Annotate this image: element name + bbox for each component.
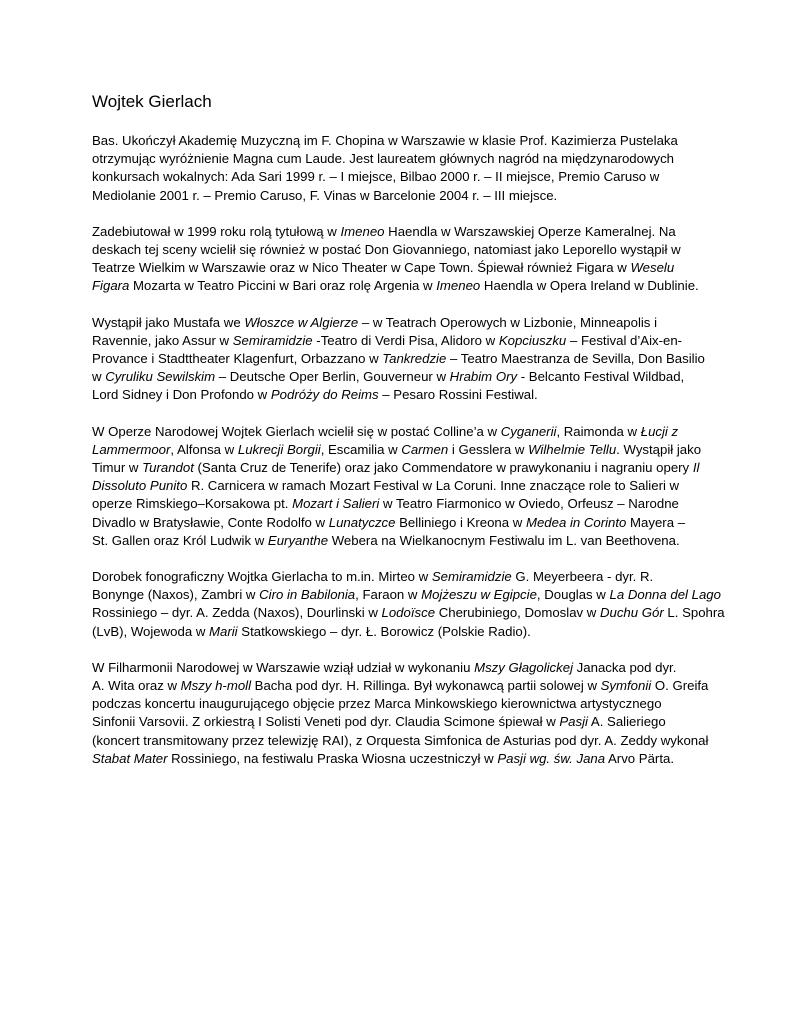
italic-title-text: Mojżeszu w Egipcie (421, 587, 537, 603)
text-run: Bacha pod dyr. H. Rillinga. Był wykonawcą partii solowej w (251, 678, 601, 694)
text-line (92, 314, 704, 332)
italic-title-text: Lammermoor (92, 441, 171, 457)
document-page (92, 90, 725, 786)
text-run: , Alfonsa w (170, 441, 238, 457)
text-run: w Teatro Fiarmonico w Oviedo, Orfeusz – Narodne (379, 496, 679, 512)
text-run: A. Wita oraz w (92, 678, 181, 694)
text-line (92, 459, 704, 477)
italic-title-text: Symfonii (600, 678, 652, 694)
italic-title-text: Imeneo (436, 278, 481, 294)
text-run: Mayera – (626, 514, 686, 530)
text-line (92, 132, 704, 150)
text-line (92, 586, 721, 604)
text-line (92, 350, 704, 368)
italic-title-text: La Donna del Lago (609, 587, 721, 603)
paragraph-1 (92, 132, 704, 205)
text-run: G. Meyerbeera - dyr. R. (511, 569, 654, 585)
text-run: Lord Sidney i Don Profondo w (92, 387, 271, 403)
italic-title-text: Dissoluto Punito (92, 478, 188, 494)
text-run: podczas koncertu inaugurującego objęcie przez Marca Minkowskiego kierownictwa artystycznego (92, 696, 662, 712)
text-run: O. Greifa (651, 678, 709, 694)
text-run: Mediolanie 2001 r. – Premio Caruso, F. Vinas w Barcelonie 2004 r. – III miejsce. (92, 187, 558, 203)
text-run: Haendla w Opera Ireland w Dublinie. (480, 278, 699, 294)
italic-title-text: Il (692, 460, 700, 476)
text-run: -Teatro di Verdi Pisa, Alidoro w (312, 332, 499, 348)
text-run: , Escamilia w (320, 441, 402, 457)
text-run: Haendla w Warszawskiej Operze Kameralnej. Na (384, 223, 676, 239)
text-run: Statkowskiego – dyr. Ł. Borowicz (Polskie Radio). (237, 623, 531, 639)
italic-title-text: Podróży do Reims (270, 387, 379, 403)
text-run: Bonynge (Naxos), Zambri w (92, 587, 260, 603)
italic-title-text: Marii (209, 623, 238, 639)
text-run: Bas. Ukończył Akademię Muzyczną im F. Chopina w Warszawie w klasie Prof. Kazimierza Pustelaka (92, 133, 678, 148)
italic-title-text: Figara (92, 278, 130, 294)
text-run: – Teatro Maestranza de Sevilla, Don Basilio (446, 351, 705, 367)
text-run: W Filharmonii Narodowej w Warszawie wziął udział w wykonaniu (92, 659, 475, 675)
text-run: deskach tej sceny wcielił się również w postać Don Giovanniego, natomiast jako Leporello wystąpił w (92, 242, 681, 258)
text-run: Arvo Pärta. (605, 750, 674, 766)
italic-title-text: Pasji (559, 714, 588, 730)
italic-title-text: Mozart i Salieri (292, 496, 380, 512)
text-run: , Faraon w (355, 587, 422, 603)
italic-title-text: Weselu (630, 260, 675, 276)
text-line (92, 150, 704, 168)
text-run: – w Teatrach Operowych w Lizbonie, Minneapolis i (358, 314, 657, 330)
text-run: Ravennie, jako Assur w (92, 332, 233, 348)
text-run: i Gesslera w (448, 441, 529, 457)
italic-title-text: Wilhelmie Tellu (528, 441, 617, 457)
paragraph-3 (92, 314, 704, 405)
text-line (92, 332, 704, 350)
text-run: Wystąpił jako Mustafa we (92, 314, 245, 330)
text-run: Zadebiutował w 1999 roku rolą tytułową w (92, 223, 341, 239)
text-run: Provance i Stadttheater Klagenfurt, Orbazzano w (92, 351, 383, 367)
italic-title-text: Tankredzie (382, 351, 447, 367)
text-line (92, 223, 704, 241)
text-run: – Deutsche Oper Berlin, Gouverneur w (215, 369, 450, 385)
text-run: St. Gallen oraz Król Ludwik w (92, 532, 268, 548)
text-run: Rossiniego, na festiwalu Praska Wiosna uczestniczył w (167, 750, 498, 766)
text-line (92, 477, 704, 495)
italic-title-text: Łucji z (640, 423, 679, 439)
text-line (92, 659, 704, 677)
italic-title-text: Medea in Corinto (525, 514, 627, 530)
italic-title-text: Stabat Mater (92, 750, 168, 766)
text-line (92, 623, 704, 641)
italic-title-text: Pasji wg. św. Jana (497, 750, 606, 766)
text-run: otrzymując wyróżnienie Magna cum Laude. Jest laureatem głównych nagród na międzynarodowych (92, 151, 675, 167)
text-run: , Raimonda w (556, 423, 641, 439)
text-line (92, 423, 704, 441)
italic-title-text: Euryanthe (267, 532, 329, 548)
text-run: Sinfonii Varsovii. Z orkiestrą I Solisti Veneti pod dyr. Claudia Scimone śpiewał w (92, 714, 560, 730)
text-run: Webera na Wielkanocnym Festiwalu im L. van Beethovena. (328, 532, 680, 548)
text-line (92, 187, 704, 205)
italic-title-text: Kopciuszku (498, 332, 567, 348)
text-line (92, 368, 704, 386)
text-run: Rossiniego – dyr. A. Zedda (Naxos), Dourlinski w (92, 605, 382, 621)
text-run: w (92, 369, 106, 385)
italic-title-text: Cyruliku Sewilskim (105, 369, 216, 385)
text-line (92, 168, 704, 186)
italic-title-text: Semiramidzie (431, 569, 512, 585)
text-line (92, 750, 704, 768)
paragraph-6 (92, 659, 709, 768)
italic-title-text: Duchu Gór (599, 605, 664, 621)
paragraph-5 (92, 568, 725, 641)
text-run: - Belcanto Festival Wildbad, (517, 369, 685, 385)
text-run: Teatrze Wielkim w Warszawie oraz w Nico Theater w Cape Town. Śpiewał również Figara w (92, 260, 631, 276)
text-run: Timur w (92, 460, 143, 476)
italic-title-text: Mszy h-moll (180, 678, 252, 694)
text-run: (LvB), Wojewoda w (92, 623, 210, 639)
text-run: W Operze Narodowej Wojtek Gierlach wcielił się w postać Colline’a w (92, 423, 501, 439)
italic-title-text: Cyganerii (500, 423, 557, 439)
text-line (92, 495, 704, 513)
text-line (92, 532, 704, 550)
text-line (92, 441, 704, 459)
text-line (92, 695, 704, 713)
text-run: Divadlo w Bratysławie, Conte Rodolfo w (92, 514, 329, 530)
text-run: R. Carnicera w ramach Mozart Festival w La Coruni. Inne znaczące role to Salieri w (187, 478, 680, 494)
text-run: Mozarta w Teatro Piccini w Bari oraz rolę Argenia w (129, 278, 437, 294)
text-run: operze Rimskiego–Korsakowa pt. (92, 496, 293, 512)
text-line (92, 241, 704, 259)
text-run: A. Salieriego (587, 714, 666, 730)
text-run: (koncert transmitowany przez telewizję RAI), z Orquesta Simfonica de Asturias pod dyr. A. Zeddy wykonał (92, 732, 709, 748)
text-run: , Douglas w (536, 587, 610, 603)
text-line (92, 277, 704, 295)
text-run: Janacka pod dyr. (573, 659, 677, 675)
text-run: L. Spohra (663, 605, 725, 621)
paragraph-4 (92, 423, 704, 550)
italic-title-text: Mszy Głagolickej (474, 659, 574, 675)
text-line (92, 514, 704, 532)
text-run: Dorobek fonograficzny Wojtka Gierlacha to m.in. Mirteo w (92, 569, 432, 585)
text-run: konkursach wokalnych: Ada Sari 1999 r. – I miejsce, Bilbao 2000 r. – II miejsce, Premio Caruso w (92, 169, 660, 185)
italic-title-text: Lodoïsce (381, 605, 436, 621)
text-line (92, 568, 704, 586)
text-line (92, 677, 709, 695)
document-title: Wojtek Gierlach (92, 92, 212, 111)
document-body (92, 132, 725, 768)
text-run: – Festival d’Aix-en- (566, 332, 683, 348)
italic-title-text: Turandot (142, 460, 194, 476)
text-run: . Wystąpił jako (616, 441, 702, 457)
italic-title-text: Włoszce w Algierze (244, 314, 359, 330)
text-run: Cherubiniego, Domoslav w (435, 605, 600, 621)
italic-title-text: Carmen (401, 441, 449, 457)
italic-title-text: Semiramidzie (232, 332, 313, 348)
italic-title-text: Lukrecji Borgii (237, 441, 321, 457)
paragraph-2 (92, 223, 704, 296)
text-run: (Santa Cruz de Tenerife) oraz jako Commendatore w prawykonaniu i nagraniu opery (193, 460, 693, 476)
text-line (92, 732, 709, 750)
italic-title-text: Imeneo (340, 223, 385, 239)
italic-title-text: Ciro in Babilonia (259, 587, 356, 603)
text-line (92, 713, 704, 731)
italic-title-text: Lunatyczce (328, 514, 396, 530)
text-line (92, 259, 704, 277)
text-line (92, 604, 725, 622)
text-run: – Pesaro Rossini Festiwal. (378, 387, 538, 403)
italic-title-text: Hrabim Ory (449, 369, 518, 385)
text-line (92, 386, 704, 404)
text-run: Belliniego i Kreona w (395, 514, 526, 530)
